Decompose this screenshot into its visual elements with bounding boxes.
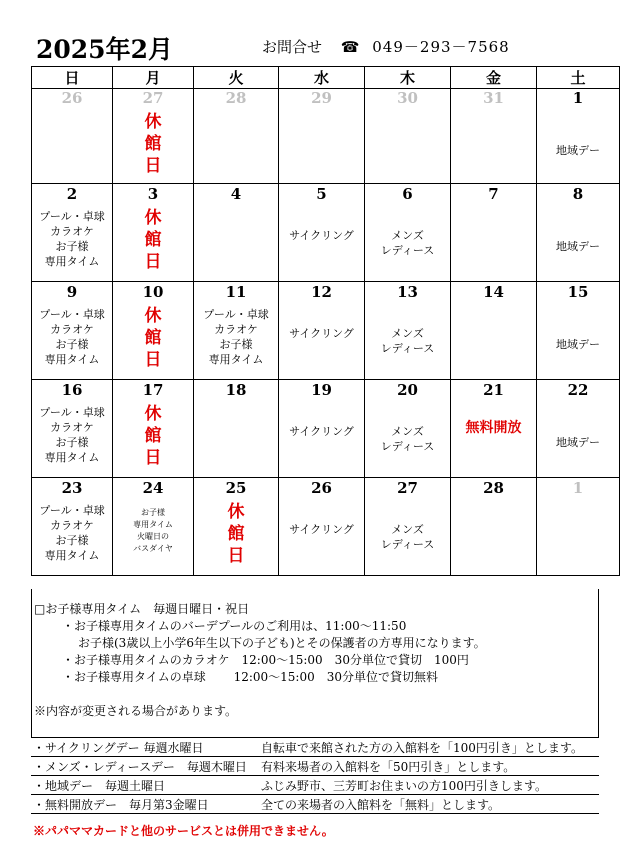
cell-text-line: 館 [144,134,162,154]
region-day-label [537,301,619,352]
day-cell [113,497,194,576]
cell-text-line: 専用タイム [133,520,173,529]
day-cell [32,301,113,380]
day-cell [537,301,620,380]
day-cell [279,497,365,576]
info-key: ・地域デー 毎週土曜日 [31,776,257,795]
cell-text-line: カラオケ [50,323,94,336]
mens-ladies-label [365,399,450,454]
day-cell [194,107,279,184]
phone-icon: ☎ [340,38,360,56]
cycling-day-label [279,399,364,439]
day-cell [113,107,194,184]
calendar [31,66,620,576]
info-row [31,776,599,795]
day-cell [365,301,451,380]
day-cell [537,497,620,576]
day-cell [537,107,620,184]
cell-text-line: お子様 [219,338,253,351]
free-open-label [451,399,536,436]
day-number: 27 [365,478,451,498]
notes-line: ・お子様専用タイムの卓球 12:00～15:00 30分単位で貸切無料 [62,670,439,684]
closed-day-label [113,399,193,469]
mens-ladies-label [365,203,450,258]
closed-day-label [113,203,193,273]
cell-text-line: 地域デー [556,240,600,253]
info-row [31,757,599,776]
cell-text-line: 休 [144,404,162,424]
day-number: 5 [279,184,365,204]
day-number: 13 [365,282,451,302]
day-cell [113,301,194,380]
day-number: 10 [113,282,194,302]
notes-line: お子様(3歳以上小学6年生以下の子ども)とその保護者の方専用になります。 [78,636,486,650]
day-number: 23 [32,478,113,498]
day-number: 24 [113,478,194,498]
weekday-sat: 土 [537,67,620,89]
cell-text-line: 専用タイム [44,255,100,268]
day-cell [537,399,620,478]
day-cell [113,399,194,478]
day-number: 9 [32,282,113,302]
cell-text-line: プール・卓球 [203,308,269,321]
cell-text-line: お子様 [55,436,89,449]
cell-text-line: プール・卓球 [39,308,105,321]
cell-text-line: プール・卓球 [39,406,105,419]
date-row [32,184,620,204]
day-cell [194,301,279,380]
info-row [31,738,599,757]
cell-text-line: 休 [144,112,162,132]
date-row [32,89,620,108]
cell-text-line: 館 [144,328,162,348]
warning-text: ※パパママカードと他のサービスとは併用できません。 [33,824,334,838]
mens-ladies-label [365,497,450,552]
cell-text-line: お子様 [55,534,89,547]
cell-text-line: メンズ [391,523,424,536]
kids-time-label [194,301,278,367]
cell-text-line: バスダイヤ [133,544,173,553]
cell-text-line: お子様 [141,508,165,517]
day-number: 22 [537,380,620,400]
cell-text-line: メンズ [391,229,424,242]
day-cell [194,497,279,576]
info-key: ・無料開放デー 毎月第3金曜日 [31,795,257,814]
cell-text-line: 日 [144,156,162,176]
day-number: 28 [451,478,537,498]
day-number: 17 [113,380,194,400]
day-cell [194,203,279,282]
cell-text-line: 休 [227,502,245,522]
day-number: 29 [279,89,365,108]
event-row [32,107,620,184]
cell-text-line: 日 [144,252,162,272]
day-number: 27 [113,89,194,108]
day-cell [365,107,451,184]
event-row [32,301,620,380]
cell-text-line: 専用タイム [44,353,100,366]
cell-text-line: カラオケ [50,519,94,532]
weekday-fri: 金 [451,67,537,89]
info-value: 有料来場者の入館料を「50円引き」とします。 [257,757,599,776]
cell-text-line: 無料開放 [465,420,522,436]
notes-line: ※内容が変更される場合があります。 [34,704,238,718]
weekday-mon: 月 [113,67,194,89]
cell-text-line: 館 [144,426,162,446]
info-key: ・メンズ・レディースデー 毎週木曜日 [31,757,257,776]
cell-text-line: メンズ [391,425,424,438]
region-day-label [537,107,619,158]
day-number: 12 [279,282,365,302]
day-number: 2 [32,184,113,204]
day-cell [451,301,537,380]
weekday-header [32,67,620,89]
cell-text-line: レディース [380,440,435,453]
page-title: 2025年2月 [36,35,173,64]
info-value: 全ての来場者の入館料を「無料」とします。 [257,795,599,814]
cell-text-line: メンズ [391,327,424,340]
mens-ladies-label [365,301,450,356]
day-number: 31 [451,89,537,108]
date-row [32,478,620,498]
cell-text-line: カラオケ [50,225,94,238]
cell-text-line: 地域デー [556,338,600,351]
cycling-day-label [279,497,364,537]
day-number: 11 [194,282,279,302]
notes-line: ・お子様専用タイムのバーデプールのご利用は、11:00～11:50 [62,619,407,633]
kids-bus-note [113,497,193,555]
cell-text-line: レディース [380,244,435,257]
cell-text-line: サイクリング [289,327,354,340]
cell-text-line: 日 [227,546,245,566]
cell-text-line: カラオケ [214,323,258,336]
notes-line: □お子様専用タイム 毎週日曜日・祝日 [34,602,250,616]
day-cell [32,399,113,478]
day-number: 28 [194,89,279,108]
day-cell [451,497,537,576]
day-number: 18 [194,380,279,400]
cycling-day-label [279,301,364,341]
day-cell [32,203,113,282]
day-number: 20 [365,380,451,400]
day-cell [365,203,451,282]
day-cell [279,107,365,184]
day-number: 25 [194,478,279,498]
info-row [31,795,599,814]
day-cell [32,497,113,576]
day-cell [365,497,451,576]
day-number: 21 [451,380,537,400]
day-cell [451,203,537,282]
day-number: 3 [113,184,194,204]
cell-text-line: 地域デー [556,436,600,449]
cell-text-line: 専用タイム [44,549,100,562]
day-number: 1 [537,478,620,498]
day-number: 15 [537,282,620,302]
event-row [32,203,620,282]
region-day-label [537,203,619,254]
cell-text-line: プール・卓球 [39,210,105,223]
notes-line: ・お子様専用タイムのカラオケ 12:00～15:00 30分単位で貸切 100円 [62,653,469,667]
day-number: 14 [451,282,537,302]
day-cell [451,399,537,478]
contact-label: お問合せ [262,38,323,56]
day-number: 19 [279,380,365,400]
cell-text-line: カラオケ [50,421,94,434]
cell-text-line: 専用タイム [208,353,264,366]
day-cell [451,107,537,184]
kids-time-label [32,203,112,269]
weekday-sun: 日 [32,67,113,89]
day-number: 26 [279,478,365,498]
cell-text-line: 館 [144,230,162,250]
day-cell [32,107,113,184]
kids-time-label [32,399,112,465]
closed-day-label [113,107,193,177]
kids-time-label [32,497,112,563]
day-number: 6 [365,184,451,204]
date-row [32,282,620,302]
event-row [32,497,620,576]
service-info-table [31,738,599,814]
cell-text-line: 日 [144,448,162,468]
closed-day-label [113,301,193,371]
cell-text-line: お子様 [55,338,89,351]
cell-text-line: サイクリング [289,229,354,242]
day-number: 1 [537,89,620,108]
cell-text-line: レディース [380,538,435,551]
cell-text-line: お子様 [55,240,89,253]
cell-text-line: レディース [380,342,435,355]
closed-day-label [194,497,278,567]
date-row [32,380,620,400]
day-cell [279,399,365,478]
event-row [32,399,620,478]
notes-box [31,589,599,738]
cell-text-line: 館 [227,524,245,544]
kids-time-label [32,301,112,367]
info-key: ・サイクリングデー 毎週水曜日 [31,738,257,757]
weekday-wed: 水 [279,67,365,89]
info-value: ふじみ野市、三芳町お住まいの方100円引きします。 [257,776,599,795]
phone-number[interactable]: 049－293－7568 [372,38,510,56]
day-cell [194,399,279,478]
cell-text-line: 地域デー [556,144,600,157]
day-cell [113,203,194,282]
day-number: 26 [32,89,113,108]
weekday-thu: 木 [365,67,451,89]
day-number: 30 [365,89,451,108]
day-cell [537,203,620,282]
weekday-tue: 火 [194,67,279,89]
cycling-day-label [279,203,364,243]
cell-text-line: 日 [144,350,162,370]
day-cell [365,399,451,478]
day-cell [279,301,365,380]
info-value: 自転車で来館された方の入館料を「100円引き」とします。 [257,738,599,757]
cell-text-line: 休 [144,208,162,228]
cell-text-line: サイクリング [289,425,354,438]
day-number: 7 [451,184,537,204]
cell-text-line: プール・卓球 [39,504,105,517]
cell-text-line: サイクリング [289,523,354,536]
cell-text-line: 専用タイム [44,451,100,464]
day-number: 4 [194,184,279,204]
cell-text-line: 休 [144,306,162,326]
day-number: 16 [32,380,113,400]
day-cell [279,203,365,282]
cell-text-line: 火曜日の [137,532,169,541]
region-day-label [537,399,619,450]
contact-info [262,36,510,57]
day-number: 8 [537,184,620,204]
